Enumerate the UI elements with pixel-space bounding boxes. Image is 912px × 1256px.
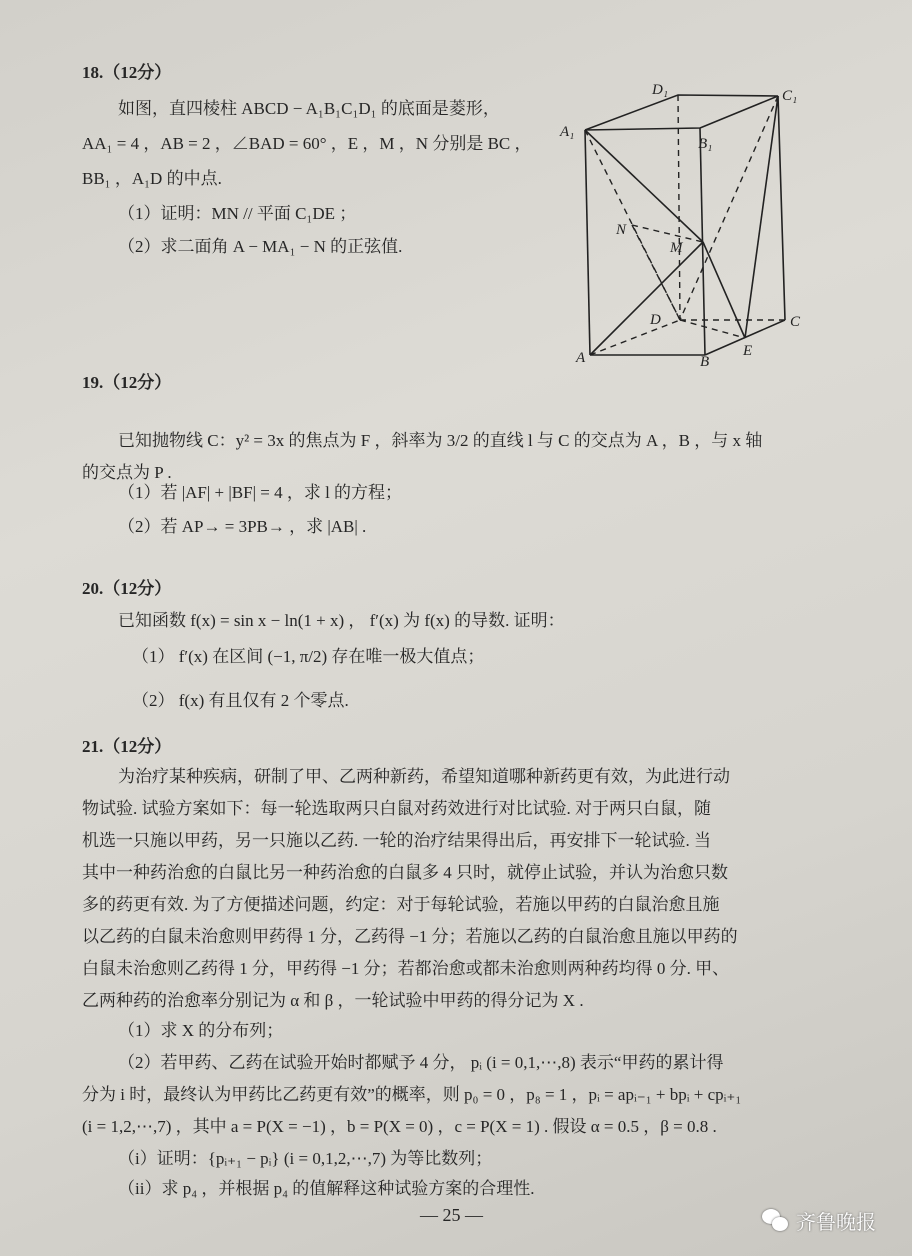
label-M: M bbox=[670, 240, 683, 256]
wechat-icon bbox=[762, 1209, 790, 1233]
label-A1: A₁ bbox=[560, 124, 575, 140]
q21-line: 乙两种药的治愈率分别记为 α 和 β ，一轮试验中甲药的得分记为 X . bbox=[82, 991, 584, 1010]
q19-part-2: （2）若 AP→ = 3PB→ ，求 |AB| . bbox=[118, 517, 367, 536]
q18-line: AA₁ = 4 ，AB = 2 ，∠BAD = 60° ，E ，M ，N 分别是 BC ， bbox=[82, 134, 532, 153]
q21-line: 物试验. 试验方案如下：每一轮选取两只白鼠对药效进行对比试验. 对于两只白鼠，随 bbox=[82, 799, 711, 818]
watermark bbox=[762, 1206, 876, 1235]
label-D1: D₁ bbox=[652, 82, 669, 98]
q21-part-2-i: （i）证明：{pᵢ₊₁ − pᵢ} (i = 0,1,2,⋯,7) 为等比数列； bbox=[118, 1149, 493, 1168]
q21-line: 机选一只施以甲药，另一只施以乙药. 一轮的治疗结果得出后，再安排下一轮试验. 当 bbox=[82, 831, 711, 850]
label-C1: C₁ bbox=[782, 88, 798, 104]
q21-line: 分为 i 时，最终认为甲药比乙药更有效”的概率，则 p₀ = 0 ，p₈ = 1 ，pᵢ = apᵢ₋₁ + bpᵢ + cpᵢ₊₁ bbox=[82, 1085, 742, 1104]
prism-figure bbox=[540, 70, 820, 370]
label-C: C bbox=[790, 314, 801, 330]
label-D: D bbox=[650, 312, 661, 328]
label-B1: B₁ bbox=[698, 136, 713, 152]
q21-line: 以乙药的白鼠未治愈则甲药得 1 分，乙药得 −1 分；若施以乙药的白鼠治愈且施以甲药的 bbox=[82, 927, 738, 946]
q21-part-2: （2）若甲药、乙药在试验开始时都赋予 4 分， pᵢ (i = 0,1,⋯,8) 表示“甲药的累计得 bbox=[118, 1053, 724, 1072]
q20-part-2: （2） f(x) 有且仅有 2 个零点. bbox=[132, 691, 349, 710]
label-E: E bbox=[743, 343, 753, 359]
q19-line: 已知抛物线 C：y² = 3x 的焦点为 F ，斜率为 3/2 的直线 l 与 C 的交点为 A ，B ，与 x 轴 bbox=[118, 431, 763, 450]
label-N: N bbox=[616, 222, 627, 238]
q21-line: 其中一种药治愈的白鼠比另一种药治愈的白鼠多 4 只时，就停止试验，并认为治愈只数 bbox=[82, 863, 728, 882]
q21-line: (i = 1,2,⋯,7) ，其中 a = P(X = −1) ，b = P(X = 0) ，c = P(X = 1) . 假设 α = 0.5 ，β = 0.8 . bbox=[82, 1117, 717, 1136]
q19-line: 的交点为 P . bbox=[82, 463, 172, 482]
q21-part-2-ii: （ii）求 p₄ ，并根据 p₄ 的值解释这种试验方案的合理性. bbox=[118, 1179, 535, 1198]
q19-part-1: （1）若 |AF| + |BF| = 4 ，求 l 的方程； bbox=[118, 483, 403, 502]
question-19-header: 19.（12分） bbox=[82, 373, 172, 392]
label-B: B bbox=[700, 354, 710, 370]
label-A: A bbox=[576, 350, 586, 366]
q18-part-1: （1）证明：MN // 平面 C₁DE ； bbox=[118, 204, 357, 223]
q18-line: 如图，直四棱柱 ABCD − A₁B₁C₁D₁ 的底面是菱形， bbox=[118, 99, 500, 118]
question-21-header: 21.（12分） bbox=[82, 737, 172, 756]
q20-line: 已知函数 f(x) = sin x − ln(1 + x) ， f′(x) 为 f(x) 的导数. 证明： bbox=[118, 611, 565, 630]
q18-line: BB₁ ，A₁D 的中点. bbox=[82, 169, 222, 188]
watermark-text: 齐鲁晚报 bbox=[796, 1210, 876, 1234]
q21-part-1: （1）求 X 的分布列； bbox=[118, 1021, 284, 1040]
page-number: — 25 — bbox=[420, 1205, 483, 1225]
question-18-header: 18.（12分） bbox=[82, 63, 172, 82]
q21-line: 白鼠未治愈则乙药得 1 分，甲药得 −1 分；若都治愈或都未治愈则两种药均得 0 分. 甲、 bbox=[82, 959, 730, 978]
q21-line: 多的药更有效. 为了方便描述问题，约定：对于每轮试验，若施以甲药的白鼠治愈且施 bbox=[82, 895, 720, 914]
q21-line: 为治疗某种疾病，研制了甲、乙两种新药，希望知道哪种新药更有效，为此进行动 bbox=[118, 767, 730, 786]
q20-part-1: （1） f′(x) 在区间 (−1, π/2) 存在唯一极大值点； bbox=[132, 647, 485, 666]
q18-part-2: （2）求二面角 A − MA₁ − N 的正弦值. bbox=[118, 237, 403, 256]
question-20-header: 20.（12分） bbox=[82, 579, 172, 598]
